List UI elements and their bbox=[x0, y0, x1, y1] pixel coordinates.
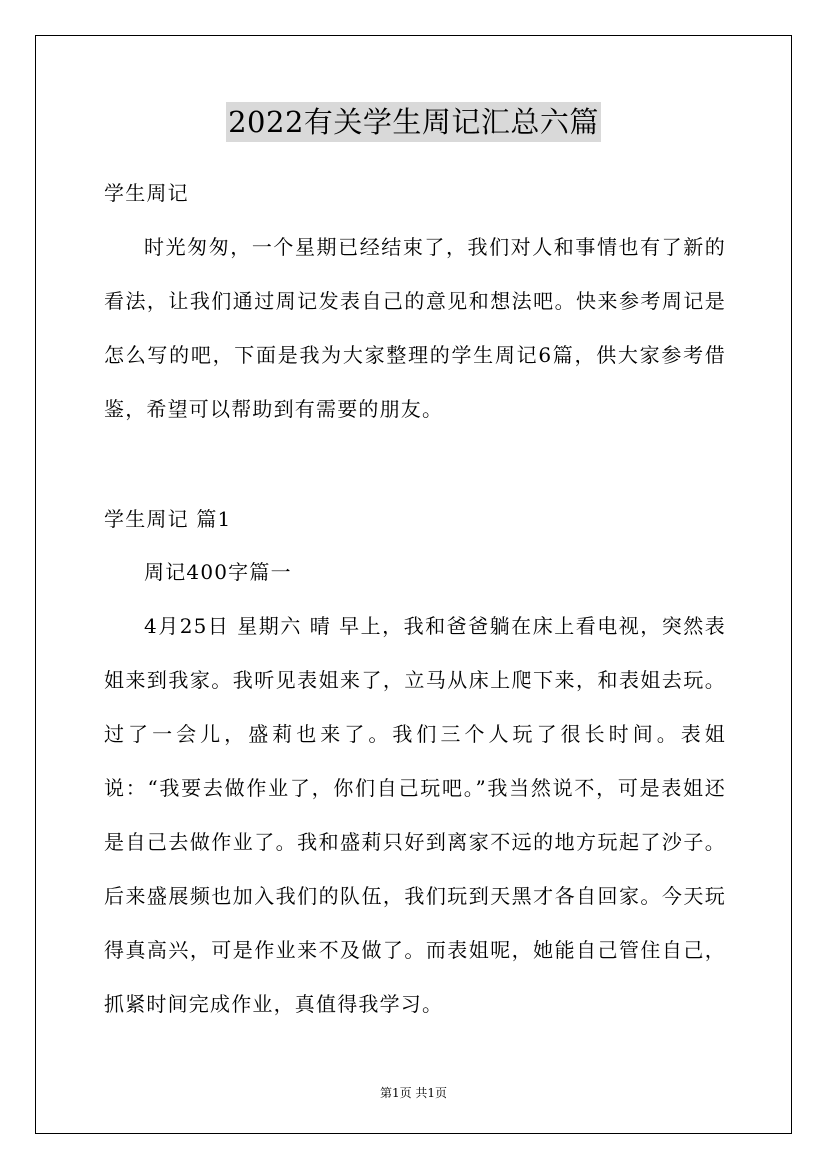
section-subheading: 周记400字篇一 bbox=[144, 560, 292, 584]
page-footer: 第1页 共1页 bbox=[379, 1086, 448, 1100]
title-container bbox=[0, 102, 827, 142]
intro-heading: 学生周记 bbox=[104, 181, 189, 205]
document-title: 2022有关学生周记汇总六篇 bbox=[226, 102, 601, 142]
section-heading: 学生周记 篇1 bbox=[104, 507, 232, 531]
intro-paragraph: 时光匆匆，一个星期已经结束了，我们对人和事情也有了新的看法，让我们通过周记发表自己的意见和想法吧。快来参考周记是怎么写的吧，下面是我为大家整理的学生周记6篇，供大家参考借鉴，希望可以帮助到有需要的朋友。 bbox=[104, 235, 726, 421]
section-paragraph: 4月25日 星期六 晴 早上，我和爸爸躺在床上看电视，突然表姐来到我家。我听见表姐来了，立马从床上爬下来，和表姐去玩。过了一会儿，盛莉也来了。我们三个人玩了很长时间。表姐说：“我要去做作业了，你们自己玩吧。”我当然说不，可是表姐还是自己去做作业了。我和盛莉只好到离家不远的地方玩起了沙子。后来盛展频也加入我们的队伍，我们玩到天黑才各自回家。今天玩得真高兴，可是作业来不及做了。而表姐呢，她能自己管住自己，抓紧时间完成作业，真值得我学习。 bbox=[104, 614, 726, 1016]
